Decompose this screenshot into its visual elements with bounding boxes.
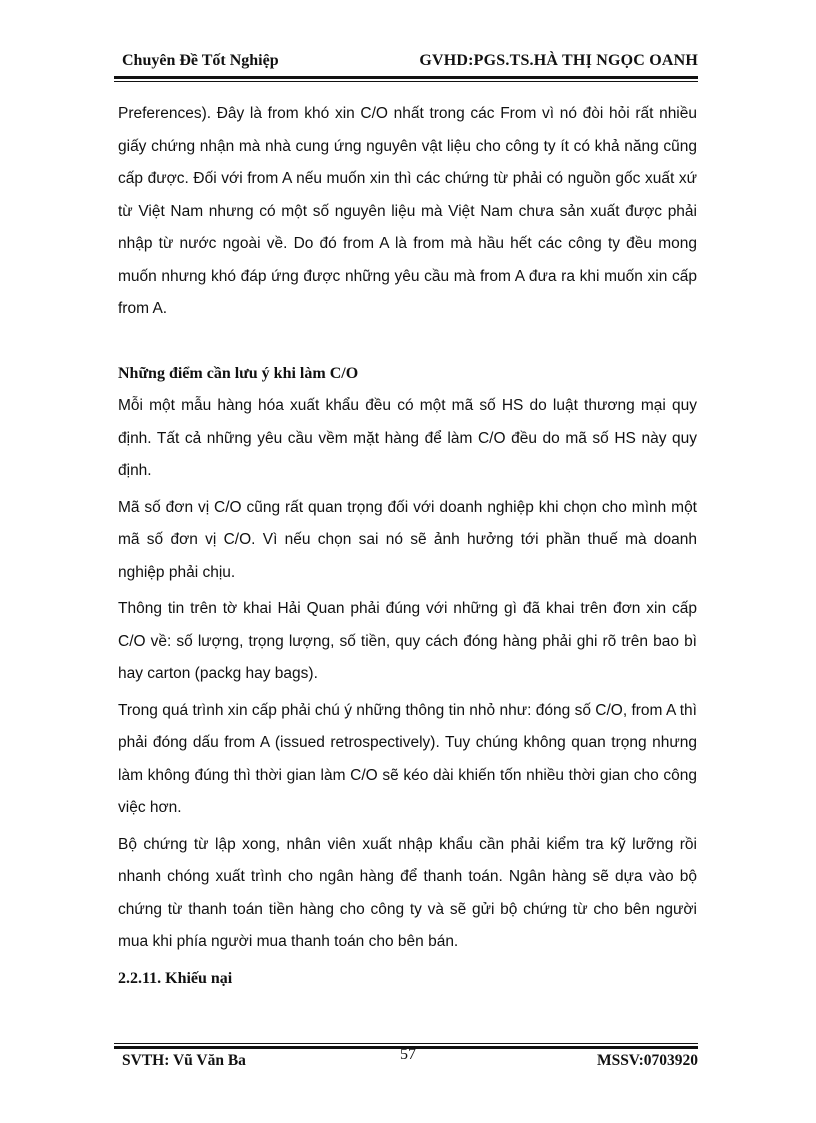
footer-student: SVTH: Vũ Văn Ba [122,1052,246,1069]
page-footer [118,1046,698,1074]
header-rule [114,76,698,79]
page-body [118,98,697,995]
footer-rule-thin [114,1043,698,1044]
paragraph-intro: Preferences). Đây là from khó xin C/O nhất trong các From vì nó đòi hỏi rất nhiều giấy chứng nhận mà nhà cung ứng nguyên vật liệu cho công ty ít có khả năng cũng cấp được. Đối với from A nếu muốn xin thì các chứng từ phải có nguồn gốc xuất xứ từ Việt Nam nhưng có một số nguyên liệu mà Việt Nam chưa sản xuất được phải nhập từ nước ngoài về. Do đó from A là from mà hầu hết các công ty đều mong muốn nhưng khó đáp ứng được những yêu cầu mà from A đưa ra khi muốn xin cấp from A. [118,105,697,317]
section-heading-co-notes: Những điểm cần lưu ý khi làm C/O [118,364,359,382]
footer-student-id: MSSV:0703920 [596,1052,698,1069]
header-advisor: GVHD:PGS.TS.HÀ THỊ NGỌC OANH [419,52,698,69]
header-document-type: Chuyên Đề Tốt Nghiệp [122,52,279,69]
section-heading-complaints: 2.2.11. Khiếu nại [118,969,233,987]
header-rule-thin [114,81,698,82]
paragraph-customs-declaration: Thông tin trên tờ khai Hải Quan phải đúng với những gì đã khai trên đơn xin cấp C/O về: số lượng, trọng lượng, số tiền, quy cách đóng hàng phải ghi rõ trên bao bì hay carton (packg hay bags). [118,600,697,682]
page-number: 57 [400,1046,416,1063]
paragraph-hs-code: Mỗi một mẫu hàng hóa xuất khẩu đều có một mã số HS do luật thương mại quy định. Tất cả những yêu cầu vềm mặt hàng để làm C/O đều do mã số HS này quy định. [118,397,697,479]
paragraph-application-details: Trong quá trình xin cấp phải chú ý những thông tin nhỏ như: đóng số C/O, from A thì phải đóng dấu from A (issued retrospectively). Tuy chúng không quan trọng nhưng làm không đúng thì thời gian làm C/O sẽ kéo dài khiến tốn nhiều thời gian cho công việc hơn. [118,701,697,816]
page-header [118,52,698,74]
paragraph-co-unit-code: Mã số đơn vị C/O cũng rất quan trọng đối với doanh nghiệp khi chọn cho mình một mã số đơn vị C/O. Vì nếu chọn sai nó sẽ ảnh hưởng tới phần thuế mà doanh nghiệp phải chịu. [118,498,697,581]
paragraph-document-submission: Bộ chứng từ lập xong, nhân viên xuất nhập khẩu cần phải kiểm tra kỹ lưỡng rồi nhanh chóng xuất trình cho ngân hàng để thanh toán. Ngân hàng sẽ dựa vào bộ chứng từ thanh toán tiền hàng cho công ty và sẽ gửi bộ chứng từ cho bên người mua khi phía người mua thanh toán cho bên bán. [118,835,697,950]
